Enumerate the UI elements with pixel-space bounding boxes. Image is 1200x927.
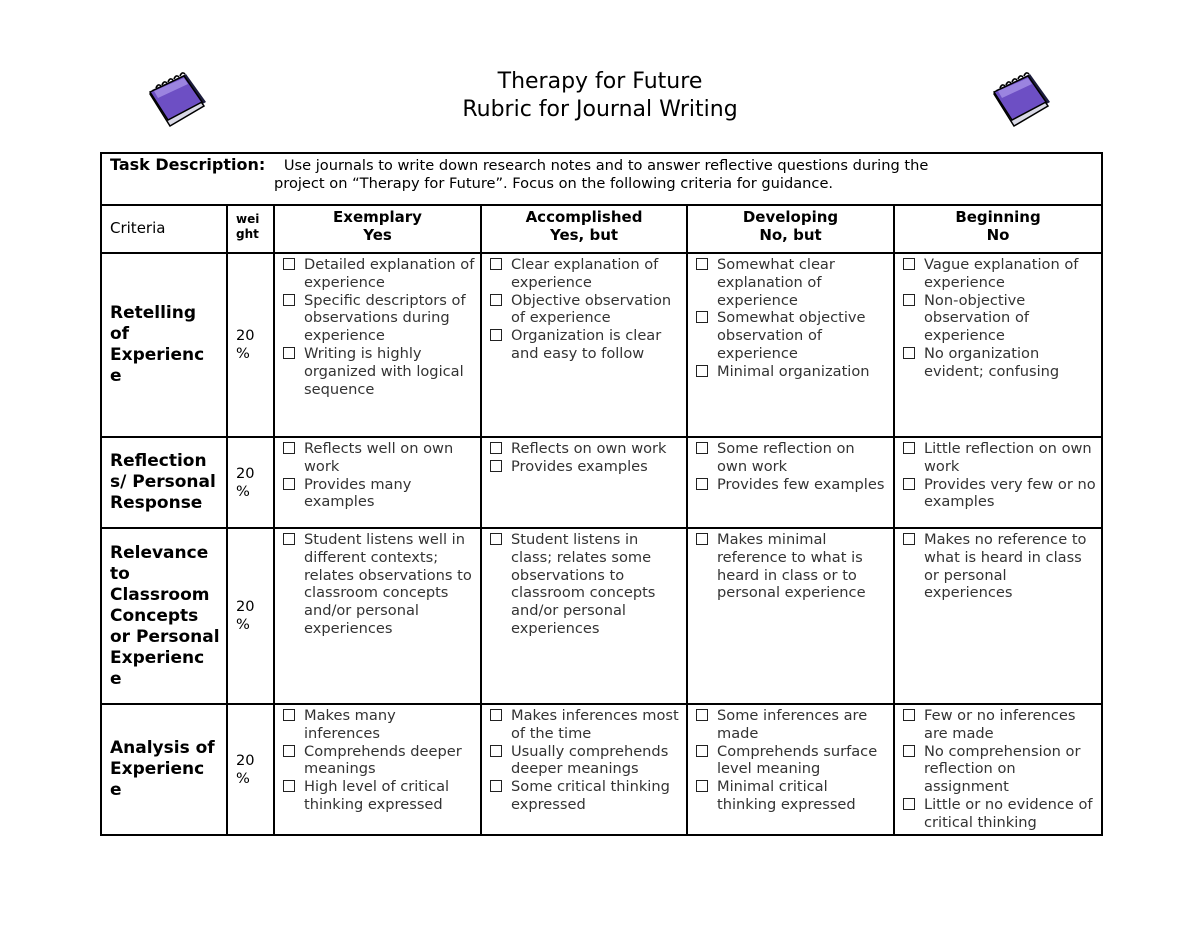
checkbox-icon xyxy=(283,745,295,757)
level-header-developing: Developing No, but xyxy=(687,205,894,253)
descriptor-text: Makes no reference to what is heard in class or personal experiences xyxy=(924,531,1087,602)
descriptor-item xyxy=(903,743,1097,796)
descriptor-cell xyxy=(687,528,894,704)
descriptor-text: Little or no evidence of critical thinking xyxy=(924,795,1093,831)
descriptor-item xyxy=(696,531,889,602)
checkbox-icon xyxy=(903,798,915,810)
weight-value: 20 % xyxy=(227,437,274,528)
descriptor-item xyxy=(696,743,889,779)
descriptor-text: Makes many inferences xyxy=(304,707,396,742)
checkbox-icon xyxy=(696,745,708,757)
descriptor-cell xyxy=(894,528,1102,704)
checkbox-icon xyxy=(283,347,295,359)
descriptor-text: Minimal organization xyxy=(717,362,870,380)
descriptor-item xyxy=(490,440,682,458)
descriptor-text: Specific descriptors of observations during experience xyxy=(304,291,466,345)
descriptor-item xyxy=(696,256,889,309)
descriptor-text: Provides many examples xyxy=(304,475,412,511)
descriptor-cell xyxy=(481,528,687,704)
descriptor-text: Provides very few or no examples xyxy=(924,475,1096,511)
title-line-1: Therapy for Future xyxy=(497,69,703,94)
checkbox-icon xyxy=(490,442,502,454)
descriptor-text: Usually comprehends deeper meanings xyxy=(511,742,669,778)
checkbox-icon xyxy=(903,745,915,757)
rubric-row xyxy=(101,528,1102,704)
checkbox-icon xyxy=(696,478,708,490)
descriptor-item xyxy=(490,531,682,638)
task-description xyxy=(101,153,1102,205)
descriptor-text: Reflects on own work xyxy=(511,440,667,457)
descriptor-text: Student listens well in different contexts; relates observations to classroom concepts and/or personal experiences xyxy=(304,531,472,637)
checkbox-icon xyxy=(490,780,502,792)
task-text-1: Use journals to write down research notes and to answer reflective questions during the xyxy=(283,157,929,174)
descriptor-cell xyxy=(274,253,481,437)
descriptor-item xyxy=(696,476,889,494)
descriptor-item xyxy=(283,345,476,398)
checkbox-icon xyxy=(490,294,502,306)
descriptor-text: Few or no inferences are made xyxy=(924,707,1076,742)
subtitle: Rubric for Journal Writing xyxy=(462,97,738,122)
checkbox-icon xyxy=(903,258,915,270)
level-header-accomplished: Accomplished Yes, but xyxy=(481,205,687,253)
descriptor-cell xyxy=(481,437,687,528)
descriptor-item xyxy=(490,458,682,476)
descriptor-item xyxy=(696,363,889,381)
descriptor-text: Organization is clear and easy to follow xyxy=(511,327,662,362)
checkbox-icon xyxy=(283,442,295,454)
descriptor-text: Writing is highly organized with logical sequence xyxy=(304,344,464,398)
task-label: Task Description: xyxy=(110,155,266,174)
descriptor-item xyxy=(283,256,476,292)
checkbox-icon xyxy=(696,533,708,545)
descriptor-text: Vague explanation of experience xyxy=(924,256,1079,291)
descriptor-text: Reflects well on own work xyxy=(304,440,454,475)
descriptor-cell xyxy=(894,253,1102,437)
descriptor-cell xyxy=(687,437,894,528)
checkbox-icon xyxy=(696,780,708,792)
descriptor-item xyxy=(490,292,682,328)
descriptor-item xyxy=(283,778,476,814)
descriptor-item xyxy=(490,707,682,743)
descriptor-cell xyxy=(894,704,1102,835)
criterion-label: Relevance to Classroom Concepts or Personal Experienc e xyxy=(101,528,227,704)
descriptor-text: High level of critical thinking expressed xyxy=(304,778,450,813)
checkbox-icon xyxy=(490,533,502,545)
descriptor-text: Makes minimal reference to what is heard in class or to personal experience xyxy=(717,531,866,602)
descriptor-text: Clear explanation of experience xyxy=(511,256,659,291)
descriptor-cell xyxy=(894,437,1102,528)
descriptor-item xyxy=(490,256,682,292)
level-header-beginning: Beginning No xyxy=(894,205,1102,253)
checkbox-icon xyxy=(490,258,502,270)
descriptor-cell xyxy=(274,437,481,528)
descriptor-item xyxy=(490,743,682,779)
descriptor-text: Makes inferences most of the time xyxy=(511,707,679,742)
descriptor-item xyxy=(283,292,476,345)
checkbox-icon xyxy=(696,709,708,721)
checkbox-icon xyxy=(283,258,295,270)
weight-header: wei ght xyxy=(227,205,274,253)
level-header-exemplary: Exemplary Yes xyxy=(274,205,481,253)
rubric-row xyxy=(101,704,1102,835)
page-title xyxy=(0,68,1200,124)
descriptor-text: Somewhat objective observation of experience xyxy=(717,309,866,362)
descriptor-item xyxy=(283,476,476,512)
descriptor-cell xyxy=(481,704,687,835)
criterion-label: Analysis of Experienc e xyxy=(101,704,227,835)
descriptor-item xyxy=(903,345,1097,381)
descriptor-text: Somewhat clear explanation of experience xyxy=(717,256,835,309)
descriptor-text: Minimal critical thinking expressed xyxy=(717,778,856,813)
weight-value: 20 % xyxy=(227,528,274,704)
descriptor-item xyxy=(903,292,1097,345)
task-text-2: project on “Therapy for Future”. Focus on the following criteria for guidance. xyxy=(274,174,834,192)
checkbox-icon xyxy=(283,478,295,490)
descriptor-text: Some critical thinking expressed xyxy=(511,778,670,813)
checkbox-icon xyxy=(696,442,708,454)
descriptor-text: No comprehension or reflection on assignment xyxy=(924,742,1081,796)
checkbox-icon xyxy=(903,478,915,490)
weight-value: 20 % xyxy=(227,704,274,835)
descriptor-item xyxy=(903,440,1097,476)
checkbox-icon xyxy=(903,347,915,359)
criteria-header: Criteria xyxy=(101,205,227,253)
checkbox-icon xyxy=(696,258,708,270)
descriptor-cell xyxy=(274,528,481,704)
checkbox-icon xyxy=(490,745,502,757)
checkbox-icon xyxy=(283,709,295,721)
checkbox-icon xyxy=(490,460,502,472)
descriptor-cell xyxy=(687,704,894,835)
descriptor-text: Non-objective observation of experience xyxy=(924,291,1030,345)
descriptor-cell xyxy=(481,253,687,437)
weight-value: 20 % xyxy=(227,253,274,437)
checkbox-icon xyxy=(903,442,915,454)
checkbox-icon xyxy=(696,311,708,323)
descriptor-item xyxy=(283,531,476,638)
criterion-label: Reflection s/ Personal Response xyxy=(101,437,227,528)
descriptor-cell xyxy=(687,253,894,437)
descriptor-item xyxy=(283,743,476,779)
descriptor-text: Some reflection on own work xyxy=(717,440,855,475)
descriptor-item xyxy=(903,531,1097,602)
descriptor-item xyxy=(490,778,682,814)
descriptor-item xyxy=(903,256,1097,292)
descriptor-text: Detailed explanation of experience xyxy=(304,256,475,291)
checkbox-icon xyxy=(696,365,708,377)
checkbox-icon xyxy=(490,709,502,721)
descriptor-item xyxy=(903,476,1097,512)
descriptor-item xyxy=(696,778,889,814)
descriptor-item xyxy=(696,309,889,362)
rubric-table xyxy=(100,152,1103,836)
checkbox-icon xyxy=(283,533,295,545)
checkbox-icon xyxy=(283,780,295,792)
descriptor-item xyxy=(283,707,476,743)
checkbox-icon xyxy=(283,294,295,306)
rubric-row xyxy=(101,437,1102,528)
descriptor-text: Comprehends deeper meanings xyxy=(304,742,462,778)
descriptor-text: No organization evident; confusing xyxy=(924,344,1060,380)
checkbox-icon xyxy=(903,709,915,721)
descriptor-text: Little reflection on own work xyxy=(924,440,1092,475)
descriptor-text: Provides few examples xyxy=(717,475,885,493)
descriptor-text: Provides examples xyxy=(511,457,648,475)
descriptor-item xyxy=(903,707,1097,743)
descriptor-item xyxy=(696,707,889,743)
descriptor-cell xyxy=(274,704,481,835)
header-row xyxy=(101,205,1102,253)
descriptor-text: Some inferences are made xyxy=(717,707,868,742)
descriptor-text: Comprehends surface level meaning xyxy=(717,742,878,778)
descriptor-item xyxy=(696,440,889,476)
criterion-label: Retelling of Experienc e xyxy=(101,253,227,437)
checkbox-icon xyxy=(903,294,915,306)
checkbox-icon xyxy=(903,533,915,545)
descriptor-item xyxy=(283,440,476,476)
descriptor-item xyxy=(490,327,682,363)
rubric-row xyxy=(101,253,1102,437)
descriptor-text: Objective observation of experience xyxy=(511,291,672,327)
checkbox-icon xyxy=(490,329,502,341)
descriptor-text: Student listens in class; relates some observations to classroom concepts and/or personal experiences xyxy=(511,531,656,637)
descriptor-item xyxy=(903,796,1097,832)
